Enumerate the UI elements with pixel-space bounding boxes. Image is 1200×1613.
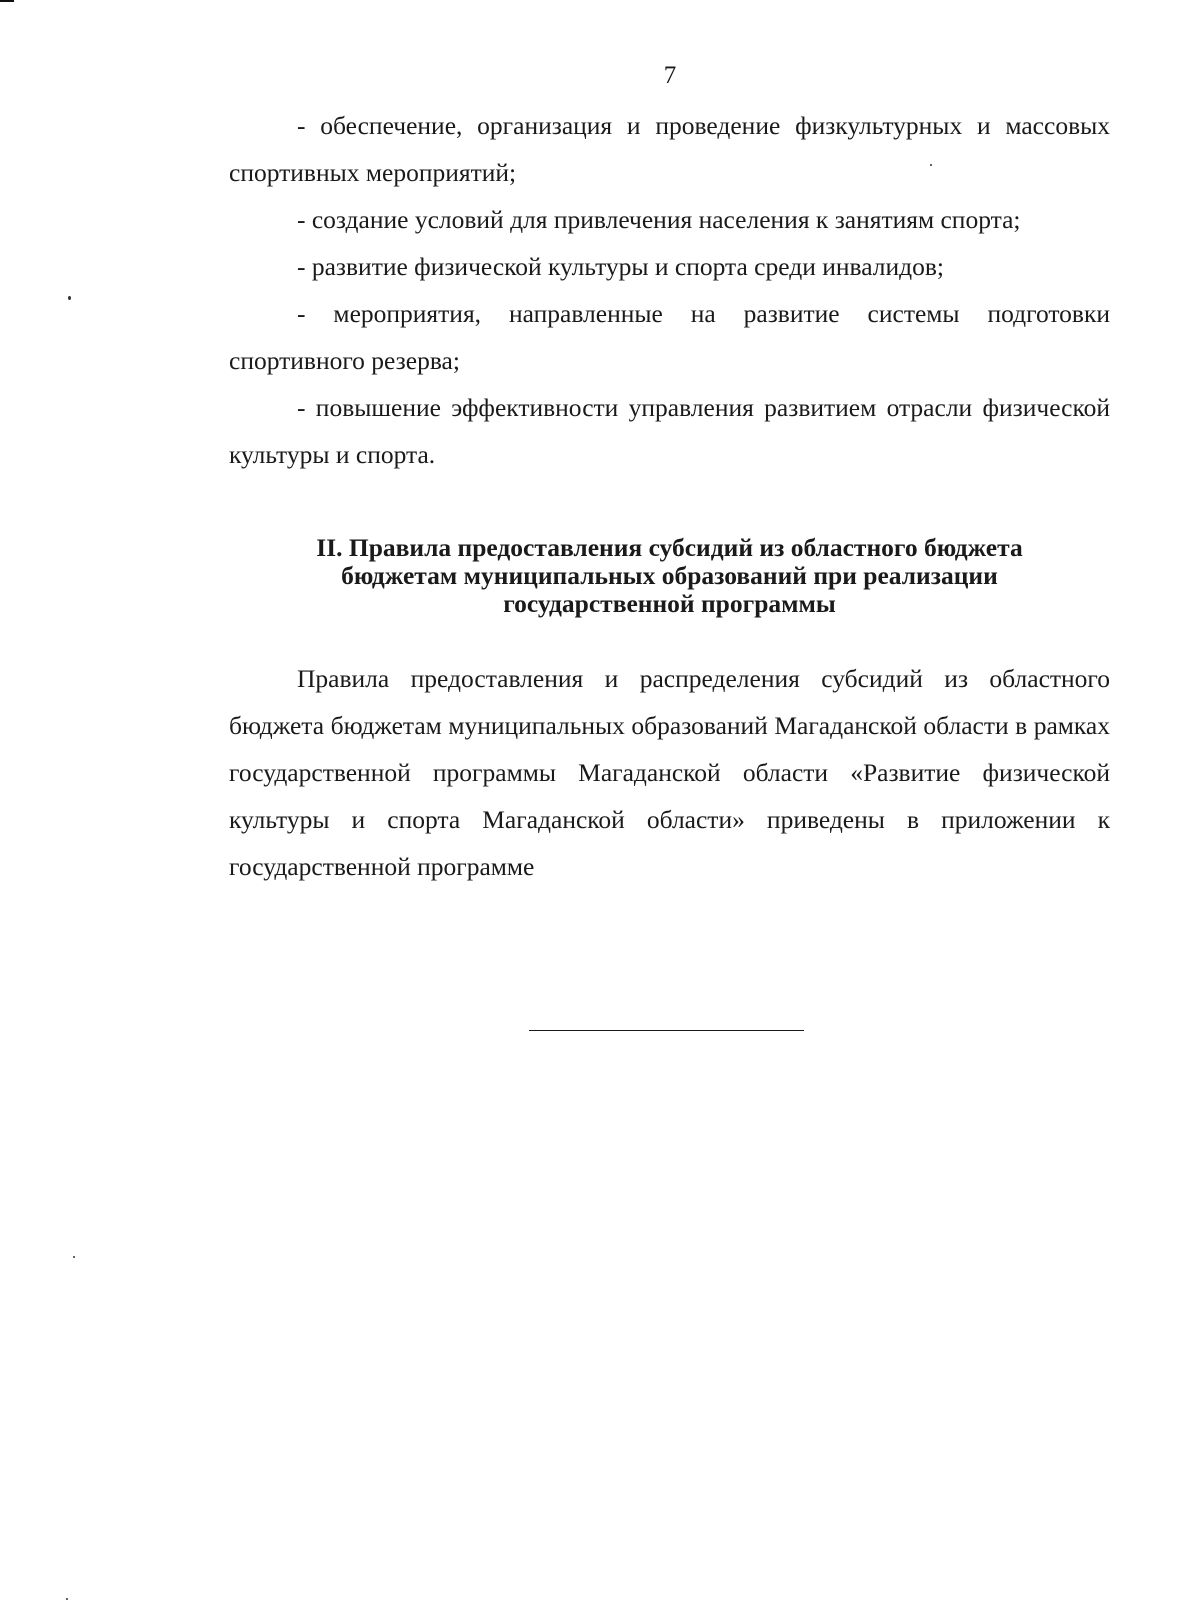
list-item: - мероприятия, направленные на развитие системы подготовки спортивного резерва; [229, 299, 1110, 375]
scan-speck [73, 1256, 75, 1258]
section-heading-line: бюджетам муниципальных образований при реализации [341, 561, 998, 590]
scan-speck [68, 296, 71, 300]
list-item: - создание условий для привлечения населения к занятиям спорта; [297, 205, 1021, 234]
section-heading-line: II. Правила предоставления субсидий из областного бюджета [316, 533, 1023, 562]
scan-edge-mark [0, 0, 14, 2]
body-paragraph: Правила предоставления и распределения субсидий из областного бюджета бюджетам муниципальных образований Магаданской области в рамках государственной программы Магаданской области «Развитие физической культуры и спорта Магаданской области» приведены в приложении к государственной программе [229, 664, 1110, 881]
closing-rule [529, 1030, 804, 1031]
list-item: - развитие физической культуры и спорта среди инвалидов; [297, 252, 944, 281]
section-heading-line: государственной программы [503, 589, 836, 618]
list-item: - обеспечение, организация и проведение физкультурных и массовых спортивных мероприятий; [229, 111, 1110, 187]
page-number: 7 [663, 62, 677, 89]
objectives-list [229, 102, 1110, 478]
section-body [229, 655, 1110, 890]
section-heading [229, 534, 1110, 618]
scan-speck [66, 1598, 68, 1600]
scan-speck [930, 164, 932, 166]
list-item: - повышение эффективности управления развитием отрасли физической культуры и спорта. [229, 393, 1110, 469]
